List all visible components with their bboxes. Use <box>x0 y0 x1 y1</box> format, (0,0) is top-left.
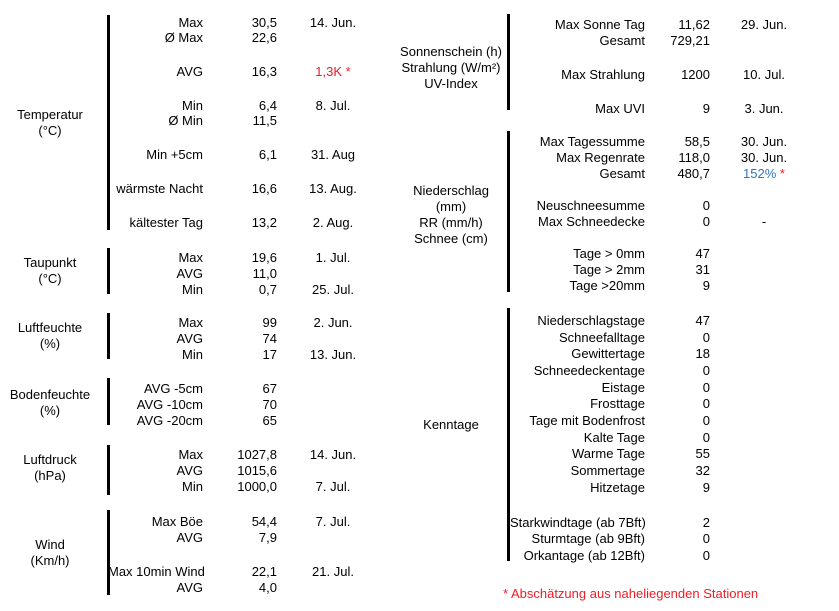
stat-label: Niederschlagstage <box>537 312 645 328</box>
stat-label: Sommertage <box>570 463 645 479</box>
stat-value: 99 <box>262 314 277 330</box>
stat-label: Ø Min <box>168 113 203 128</box>
row-block <box>510 514 818 564</box>
stat-row <box>510 312 818 329</box>
stat-value: 1015,6 <box>237 462 277 478</box>
stat-date: 13. Aug. <box>309 181 357 196</box>
stat-row <box>510 395 818 412</box>
stat-label: Gesamt <box>599 32 645 48</box>
section-label-line: Wind <box>35 537 65 552</box>
stat-value: 54,4 <box>251 513 277 529</box>
row-block <box>510 197 818 229</box>
row-block <box>510 133 818 181</box>
section-label-line: (%) <box>39 403 61 418</box>
stat-row <box>108 330 389 346</box>
stat-row <box>108 478 389 494</box>
stat-value: 9 <box>702 277 710 293</box>
stat-value: 11,5 <box>252 113 277 128</box>
section-rows-bodenfeuchte <box>108 380 389 428</box>
section-label-line: UV-Index <box>424 76 478 91</box>
stat-value: 0 <box>702 429 710 445</box>
stat-row <box>510 462 818 479</box>
stat-label: Schneefalltage <box>558 329 645 345</box>
stat-row <box>510 149 818 165</box>
stat-date: 21. Jul. <box>312 563 354 579</box>
stat-date: 30. Jun. <box>740 133 788 149</box>
stat-row <box>510 329 818 346</box>
stat-value: 2 <box>702 514 710 530</box>
section-label-line: Schnee (cm) <box>414 231 488 246</box>
stat-row <box>108 15 389 30</box>
stat-row <box>108 215 389 230</box>
stat-value: 9 <box>702 100 710 116</box>
stat-label: AVG <box>176 265 203 281</box>
stat-row <box>510 133 818 149</box>
row-block <box>108 314 389 362</box>
stat-row <box>510 66 818 82</box>
stat-date: 10. Jul. <box>743 66 785 82</box>
stat-label: Orkantage (ab 12Bft) <box>523 547 645 563</box>
stat-value: 70 <box>262 396 277 412</box>
stat-value: 55 <box>695 446 710 462</box>
stat-label: AVG <box>176 462 203 478</box>
stat-label: Max <box>178 249 203 265</box>
stat-label: Min <box>182 478 203 494</box>
section-label-line: Luftdruck <box>23 452 77 467</box>
stat-value: 30,5 <box>251 15 277 30</box>
stat-value: 6,1 <box>258 147 277 162</box>
stat-row <box>108 380 389 396</box>
section-label-line: Bodenfeuchte <box>9 387 91 402</box>
section-label-line: Temperatur <box>17 107 83 122</box>
stat-date <box>710 166 818 181</box>
stat-date <box>277 64 389 79</box>
stat-value: 16,6 <box>251 181 277 196</box>
stat-label: Neuschneesumme <box>536 197 645 213</box>
section-label-line: (hPa) <box>34 468 66 483</box>
stat-value: 32 <box>695 463 710 479</box>
stat-label: Ø Max <box>164 30 203 45</box>
stat-value: 1027,8 <box>237 446 277 462</box>
stat-value: 0 <box>702 547 710 563</box>
stat-label: Min <box>182 98 203 113</box>
stat-value: 74 <box>262 330 277 346</box>
stat-value: 58,5 <box>684 133 710 149</box>
stat-value: 22,1 <box>251 563 277 579</box>
row-block <box>510 16 818 48</box>
stat-label: Hitzetage <box>590 479 645 495</box>
stat-date: 7. Jul. <box>315 513 351 529</box>
stat-date-segment: 152% <box>743 165 777 181</box>
stat-label: Max Strahlung <box>561 66 645 82</box>
stat-label: Tage > 0mm <box>573 245 645 261</box>
section-label-bodenfeuchte <box>0 387 100 419</box>
stat-value: 0 <box>702 213 710 229</box>
section-label-line: (Km/h) <box>30 553 70 568</box>
row-block <box>108 249 389 297</box>
stat-label: AVG -5cm <box>144 380 203 396</box>
stat-label: AVG <box>176 579 203 595</box>
stat-row <box>108 113 389 128</box>
section-label-line: (°C) <box>38 271 62 286</box>
stat-row <box>108 513 389 529</box>
stat-date: 14. Jun. <box>309 15 357 30</box>
row-block <box>108 215 389 230</box>
stat-row <box>510 213 818 229</box>
stat-date: 1. Jul. <box>315 249 351 265</box>
row-block <box>510 245 818 293</box>
stat-row <box>510 531 818 548</box>
section-rows-kenntage <box>510 312 818 496</box>
stat-date: 2. Aug. <box>312 215 354 230</box>
stat-row <box>108 249 389 265</box>
section-rows-luftdruck <box>108 446 389 494</box>
stat-label: wärmste Nacht <box>116 181 203 196</box>
stat-value: 480,7 <box>677 165 710 181</box>
section-label-line: Niederschlag <box>413 183 489 198</box>
row-block <box>108 446 389 494</box>
stat-value: 0 <box>702 396 710 412</box>
stat-row <box>510 547 818 564</box>
stat-date: 7. Jul. <box>315 478 351 494</box>
stat-label: Starkwindtage (ab 7Bft) <box>510 514 646 530</box>
stat-label: Max Tagessumme <box>539 133 645 149</box>
stat-label: Max <box>178 15 203 30</box>
section-label-line: Strahlung (W/m²) <box>401 60 501 75</box>
row-block <box>108 181 389 196</box>
stat-row <box>510 16 818 32</box>
section-label-wind <box>0 537 100 569</box>
stat-label: Gesamt <box>599 165 645 181</box>
stat-value: 0 <box>702 379 710 395</box>
section-rows-temperatur <box>108 15 389 230</box>
stat-date: - <box>761 213 767 229</box>
stat-date-segment: * <box>776 165 785 181</box>
stat-value: 0,7 <box>258 281 277 297</box>
stat-row <box>108 314 389 330</box>
stat-label: Frosttage <box>590 396 645 412</box>
stat-date-segment: 1,3K * <box>315 64 351 79</box>
stat-label: Max <box>178 314 203 330</box>
section-label-luftdruck <box>0 452 100 484</box>
section-label-niederschlag <box>390 183 512 247</box>
stat-value: 47 <box>695 312 710 328</box>
stat-value: 4,0 <box>258 579 277 595</box>
stat-value: 0 <box>702 531 710 547</box>
section-rows-taupunkt <box>108 249 389 297</box>
stat-label: Eistage <box>601 379 645 395</box>
stat-value: 118,0 <box>678 149 710 165</box>
section-label-line: (%) <box>39 336 61 351</box>
stat-row <box>108 396 389 412</box>
stat-date: 3. Jun. <box>744 100 784 116</box>
stat-label: Tage > 2mm <box>573 261 645 277</box>
stat-row <box>108 346 389 362</box>
section-label-sonnenschein <box>390 44 512 92</box>
stat-date: 8. Jul. <box>315 98 351 113</box>
stat-value: 19,6 <box>251 249 277 265</box>
stat-label: Max 10min Wind <box>108 563 205 579</box>
stat-date: 30. Jun. <box>740 149 788 165</box>
stat-label: AVG -10cm <box>136 396 203 412</box>
section-label-temperatur <box>0 107 100 139</box>
stat-label: Tage mit Bodenfrost <box>529 412 645 428</box>
stat-row <box>108 529 389 545</box>
stat-value: 9 <box>702 479 710 495</box>
stat-value: 17 <box>262 346 277 362</box>
section-label-line: (mm) <box>435 199 467 214</box>
section-label-line: Sonnenschein (h) <box>400 44 502 59</box>
section-label-kenntage <box>390 417 512 433</box>
stat-row <box>108 181 389 196</box>
stat-row <box>510 245 818 261</box>
section-label-taupunkt <box>0 255 100 287</box>
row-block <box>108 147 389 162</box>
stat-row <box>108 446 389 462</box>
stat-label: Sturmtage (ab 9Bft) <box>531 531 645 547</box>
stat-date: 29. Jun. <box>740 16 788 32</box>
stat-label: AVG <box>176 529 203 545</box>
row-block <box>108 64 389 79</box>
stat-row <box>510 100 818 116</box>
stat-value: 6,4 <box>258 98 277 113</box>
stat-value: 47 <box>695 245 710 261</box>
stat-row <box>510 429 818 446</box>
footnote: * Abschätzung aus naheliegenden Stationen <box>503 586 759 601</box>
stat-label: Tage >20mm <box>569 277 645 293</box>
stat-row <box>108 265 389 281</box>
stat-value: 65 <box>262 412 277 428</box>
stat-value: 0 <box>702 412 710 428</box>
stat-label: Max Sonne Tag <box>554 16 645 32</box>
stat-value: 0 <box>702 362 710 378</box>
stat-row <box>510 412 818 429</box>
stat-value: 13,2 <box>251 215 277 230</box>
stat-row <box>108 412 389 428</box>
section-rows-windtage <box>510 514 818 564</box>
section-label-luftfeuchte <box>0 320 100 352</box>
stat-label: Max UVI <box>595 100 645 116</box>
stat-value: 11,0 <box>252 265 277 281</box>
stat-label: Gewittertage <box>571 346 645 362</box>
stat-label: kältester Tag <box>129 215 203 230</box>
section-rows-niederschlag <box>510 133 818 293</box>
stat-label: Warme Tage <box>572 446 645 462</box>
row-block <box>510 66 818 82</box>
stat-date: 2. Jun. <box>313 314 353 330</box>
row-block <box>108 513 389 545</box>
section-rows-sonnenschein <box>510 16 818 116</box>
row-block <box>108 563 389 595</box>
stat-label: Kalte Tage <box>583 429 645 445</box>
stat-value: 18 <box>695 346 710 362</box>
stat-label: Min <box>182 281 203 297</box>
stat-row <box>108 462 389 478</box>
row-block <box>108 380 389 428</box>
section-label-line: Taupunkt <box>23 255 77 270</box>
stat-value: 0 <box>702 329 710 345</box>
stat-row <box>108 30 389 45</box>
stat-row <box>510 362 818 379</box>
stat-label: Min +5cm <box>146 147 203 162</box>
section-label-line: RR (mm/h) <box>419 215 483 230</box>
stat-value: 729,21 <box>670 32 710 48</box>
stat-value: 7,9 <box>258 529 277 545</box>
stat-value: 0 <box>702 197 710 213</box>
section-rows-luftfeuchte <box>108 314 389 362</box>
stat-date: 31. Aug <box>310 147 356 162</box>
stat-row <box>108 281 389 297</box>
row-block <box>510 312 818 496</box>
stat-row <box>510 165 818 181</box>
stat-value: 22,6 <box>251 30 277 45</box>
stat-row <box>510 479 818 496</box>
stat-row <box>510 379 818 396</box>
row-block <box>510 100 818 116</box>
stat-row <box>108 64 389 79</box>
section-label-line: Luftfeuchte <box>17 320 83 335</box>
row-block <box>108 98 389 128</box>
stat-value: 31 <box>695 261 710 277</box>
stat-row <box>108 147 389 162</box>
stat-label: Min <box>182 346 203 362</box>
stat-row <box>510 345 818 362</box>
stat-row <box>108 563 389 579</box>
stat-value: 16,3 <box>251 64 277 79</box>
stat-row <box>510 446 818 463</box>
stat-label: Schneedeckentage <box>533 362 645 378</box>
stat-label: Max Regenrate <box>556 149 645 165</box>
stat-row <box>510 197 818 213</box>
stat-row <box>108 98 389 113</box>
stat-row <box>510 277 818 293</box>
stat-label: AVG <box>176 64 203 79</box>
stat-row <box>108 579 389 595</box>
stat-value: 11,62 <box>678 16 710 32</box>
stat-value: 1000,0 <box>237 478 277 494</box>
stat-label: Max Böe <box>151 513 203 529</box>
section-label-line: Kenntage <box>423 417 479 432</box>
stat-value: 67 <box>262 380 277 396</box>
stat-row <box>510 32 818 48</box>
stat-date: 14. Jun. <box>309 446 357 462</box>
row-block <box>108 15 389 45</box>
stat-date: 25. Jul. <box>312 281 354 297</box>
section-rows-wind <box>108 513 389 595</box>
section-label-line: (°C) <box>38 123 62 138</box>
stat-value: 1200 <box>681 66 710 82</box>
stat-date: 13. Jun. <box>309 346 357 362</box>
stat-label: Max Schneedecke <box>538 213 645 229</box>
stat-row <box>510 514 818 531</box>
stat-label: Max <box>178 446 203 462</box>
stat-label: AVG <box>176 330 203 346</box>
stat-label: AVG -20cm <box>136 412 203 428</box>
stat-row <box>510 261 818 277</box>
